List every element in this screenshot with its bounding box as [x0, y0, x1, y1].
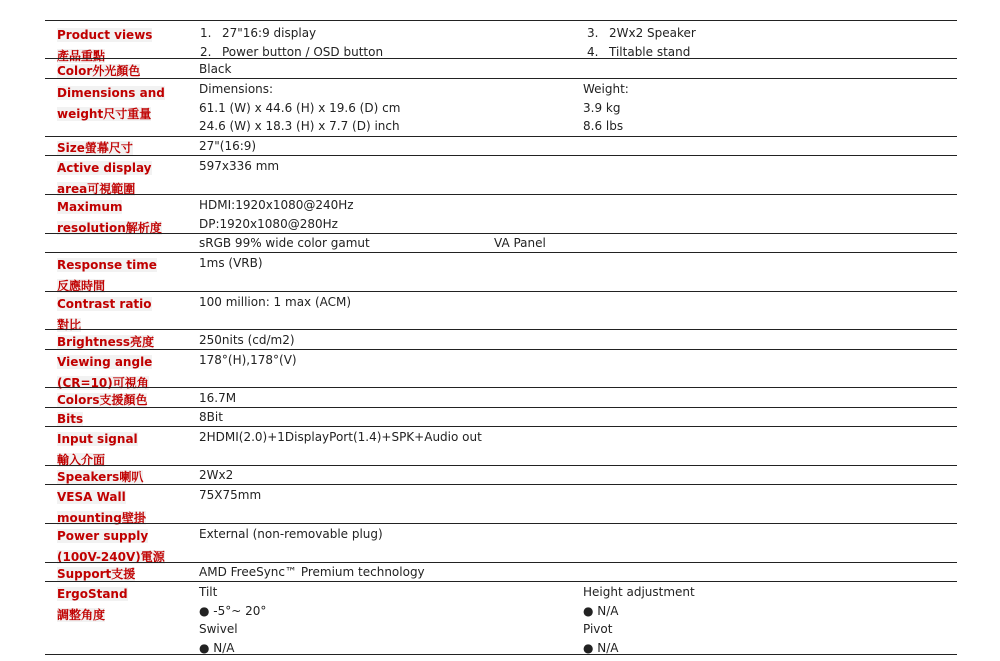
- label-ergostand: [57, 583, 202, 624]
- product-views-col-2: [587, 24, 696, 61]
- label-dimensions: [57, 82, 202, 123]
- swivel-value: ● N/A: [199, 640, 235, 655]
- row-panel: [45, 233, 957, 252]
- row-input-signal: [45, 426, 957, 465]
- label-text: Size螢幕尺寸: [57, 141, 133, 155]
- dimensions-cm: 61.1 (W) x 44.6 (H) x 19.6 (D) cm: [199, 100, 401, 115]
- label-response-time: [57, 254, 202, 295]
- row-active-area: [45, 155, 957, 194]
- row-support: [45, 562, 957, 581]
- ergostand-col-2: [583, 583, 695, 657]
- tilt-title: Tilt: [199, 585, 218, 599]
- row-colors: [45, 387, 957, 407]
- item-text: Tiltable stand: [609, 44, 691, 59]
- weight-lbs: 8.6 lbs: [583, 119, 624, 133]
- item-number: 3.: [587, 26, 599, 40]
- value-color-gamut: sRGB 99% wide color gamut: [199, 236, 370, 250]
- label-text: Input signal 輸入介面: [57, 432, 138, 467]
- value-active-area: 597x336 mm: [199, 159, 280, 173]
- row-viewing-angle: [45, 349, 957, 390]
- label-text: Contrast ratio 對比: [57, 297, 152, 332]
- value-power: External (non-removable plug): [199, 527, 383, 541]
- product-views-col-1: [200, 24, 383, 61]
- label-text: Color外光顏色: [57, 64, 141, 78]
- label-text: Viewing angle (CR=10)可視角: [57, 355, 153, 390]
- label-power: [57, 525, 202, 566]
- label-text: Colors支援顏色: [57, 393, 148, 407]
- label-text: ErgoStand 調整角度: [57, 587, 128, 622]
- label-viewing-angle: [57, 351, 202, 392]
- row-response-time: [45, 252, 957, 291]
- swivel-title: Swivel: [199, 622, 238, 636]
- ergostand-col-1: [199, 583, 266, 657]
- label-input-signal: [57, 428, 202, 469]
- resolution-dp: DP:1920x1080@280Hz: [199, 216, 338, 231]
- weight-title: Weight:: [583, 82, 629, 96]
- max-resolution-values: [199, 196, 354, 233]
- row-vesa: [45, 484, 957, 523]
- value-color: Black: [199, 62, 232, 76]
- row-contrast: [45, 291, 957, 332]
- height-value: ● N/A: [583, 603, 619, 618]
- value-panel-type: VA Panel: [494, 236, 546, 250]
- label-text: VESA Wall mounting壁掛: [57, 490, 146, 525]
- value-speakers: 2Wx2: [199, 468, 234, 482]
- weight-values: [583, 80, 629, 136]
- label-active-area: [57, 157, 202, 198]
- label-text: Support支援: [57, 567, 136, 581]
- label-text: Maximum resolution解析度: [57, 200, 162, 235]
- value-vesa: 75X75mm: [199, 488, 262, 502]
- weight-kg: 3.9 kg: [583, 100, 621, 115]
- value-contrast: 100 million: 1 max (ACM): [199, 295, 352, 309]
- value-size: 27"(16:9): [199, 139, 257, 153]
- item-text: Power button / OSD button: [222, 44, 384, 59]
- dimensions-inch: 24.6 (W) x 18.3 (H) x 7.7 (D) inch: [199, 119, 400, 133]
- pivot-title: Pivot: [583, 622, 613, 636]
- value-bits: 8Bit: [199, 410, 223, 424]
- label-text: Brightness亮度: [57, 335, 155, 349]
- row-power: [45, 523, 957, 562]
- tilt-value: ● -5°~ 20°: [199, 603, 267, 618]
- label-text: Active display area可視範圍: [57, 161, 152, 196]
- row-color: [45, 58, 957, 78]
- row-brightness: [45, 329, 957, 349]
- value-input-signal: 2HDMI(2.0)+1DisplayPort(1.4)+SPK+Audio out: [199, 430, 482, 444]
- row-max-resolution: [45, 194, 957, 233]
- pivot-value: ● N/A: [583, 640, 619, 655]
- label-text: Dimensions and weight尺寸重量: [57, 86, 165, 121]
- resolution-hdmi: HDMI:1920x1080@240Hz: [199, 198, 354, 212]
- item-number: 2.: [200, 44, 212, 59]
- value-response-time: 1ms (VRB): [199, 256, 263, 270]
- label-text: Product views 產品重點: [57, 28, 153, 63]
- spec-sheet: [45, 20, 957, 655]
- value-colors: 16.7M: [199, 391, 237, 405]
- value-viewing-angle: 178°(H),178°(V): [199, 353, 297, 367]
- item-text: 2Wx2 Speaker: [609, 26, 696, 40]
- dimensions-values: [199, 80, 400, 136]
- item-number: 1.: [200, 26, 212, 40]
- item-number: 4.: [587, 44, 599, 59]
- row-speakers: [45, 465, 957, 484]
- label-vesa: [57, 486, 202, 527]
- item-text: 27"16:9 display: [222, 26, 317, 40]
- dimensions-title: Dimensions:: [199, 82, 274, 96]
- label-contrast: [57, 293, 202, 334]
- label-text: Power supply (100V-240V)電源: [57, 529, 165, 564]
- label-text: Speakers喇叭: [57, 470, 144, 484]
- label-text: Response time 反應時間: [57, 258, 157, 293]
- value-support: AMD FreeSync™ Premium technology: [199, 565, 425, 579]
- label-max-resolution: [57, 196, 202, 237]
- height-title: Height adjustment: [583, 585, 695, 599]
- row-ergostand: [45, 581, 957, 655]
- value-brightness: 250nits (cd/m2): [199, 333, 295, 347]
- label-text: Bits: [57, 412, 84, 426]
- row-product-views: [45, 20, 957, 63]
- row-size: [45, 136, 957, 155]
- row-dimensions: [45, 78, 957, 136]
- row-bits: [45, 407, 957, 426]
